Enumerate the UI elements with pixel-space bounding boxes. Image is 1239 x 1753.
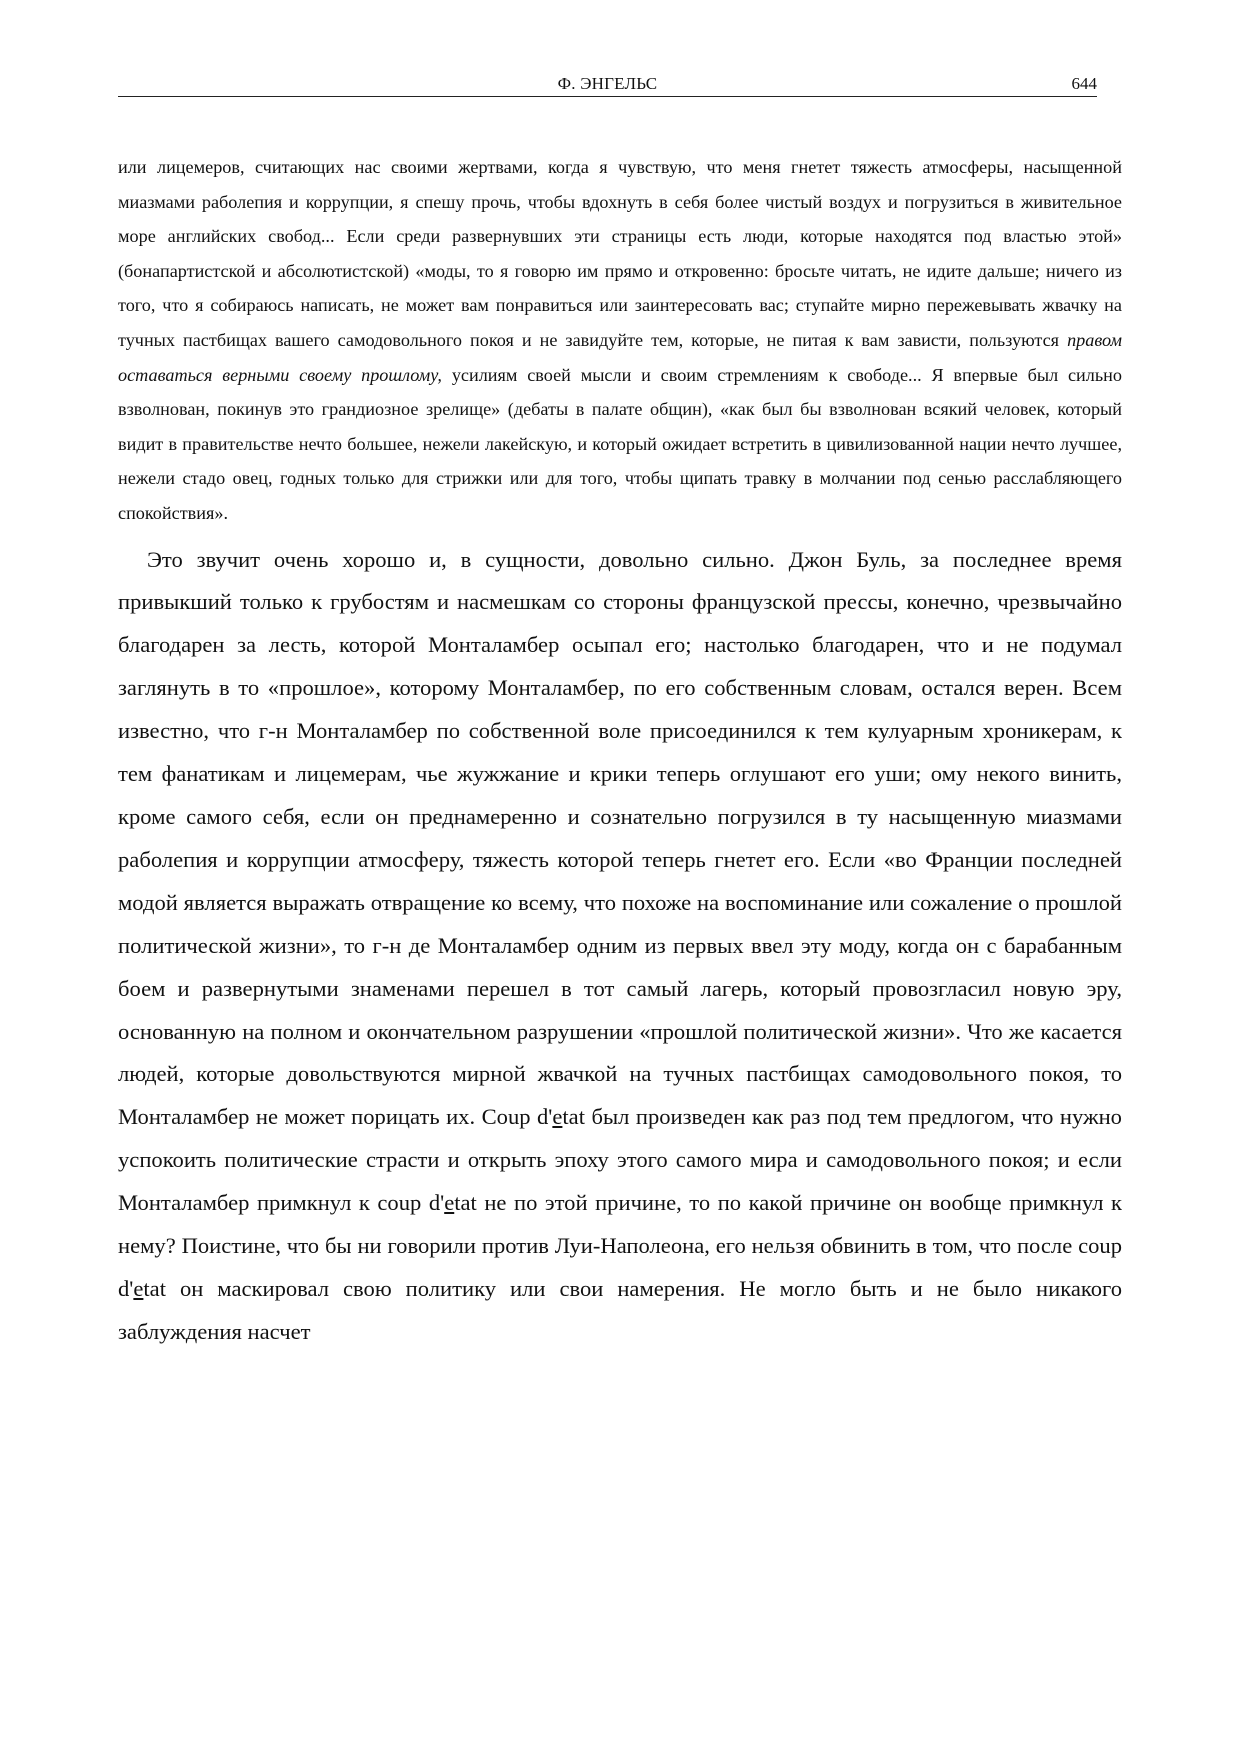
underlined-letter-1: e — [552, 1104, 563, 1130]
quote-text-1: или лицемеров, считающих нас своими жертвами, когда я чувствую, что меня гнетет тяжесть атмосферы, насыщенной миазмами раболепия и коррупции, я спешу прочь, чтобы вдохнуть в себя более чистый воздух и погрузиться в живительное море английских свобод... Если среди развернувших эти страницы есть люди, которые находятся под властью этой» (бонапартистской и абсолютистской) «моды, то я говорю им прямо и откровенно: бросьте читать, не идите дальше; ничего из того, что я собираюсь написать, не может вам понравиться или заинтересовать вас; ступайте мирно пережевывать жвачку на тучных пастбищах вашего самодовольного покоя и не завидуйте тем, которые, не питая к вам зависти, пользуются — [118, 157, 1122, 350]
main-text-4: tat он маскировал свою политику или свои намерения. Не могло быть и не было никакого заблуждения насчет — [118, 1275, 1122, 1344]
main-text-3: tat не по этой причине, то по какой причине он вообще примкнул к нему? Поистине, что бы ни говорили против Луи-Наполеона, его нельзя обвинить в том, что после coup d' — [118, 1190, 1122, 1301]
page-number: 644 — [1071, 74, 1097, 93]
underlined-letter-2: e — [444, 1190, 455, 1216]
running-header — [118, 74, 1097, 97]
header-title: Ф. ЭНГЕЛЬС — [557, 74, 658, 93]
underlined-letter-3: e — [133, 1275, 144, 1301]
main-paragraph — [118, 539, 1122, 1354]
quote-text-2: усилиям своей мысли и своим стремлениям к свободе... Я впервые был сильно взволнован, покинув это грандиозное зрелище» (дебаты в палате общин), «как был бы взволнован всякий человек, который видит в правительстве нечто большее, нежели лакейскую, и который ожидает встретить в цивилизованной нации нечто лучшее, нежели стадо овец, годных только для стрижки или для того, чтобы щипать травку в молчании под сенью расслабляющего спокойствия». — [118, 364, 1122, 523]
main-text-1: Это звучит очень хорошо и, в сущности, довольно сильно. Джон Буль, за последнее время привыкший только к грубостям и насмешкам со стороны французской прессы, конечно, чрезвычайно благодарен за лесть, которой Монталамбер осыпал его; настолько благодарен, что и не подумал заглянуть в то «прошлое», которому Монталамбер, по его собственным словам, остался верен. Всем известно, что г-н Монталамбер по собственной воле присоединился к тем кулуарным хроникерам, к тем фанатикам и лицемерам, чье жужжание и крики теперь оглушают его уши; ому некого винить, кроме самого себя, если он преднамеренно и сознательно погрузился в ту насыщенную миазмами раболепия и коррупции атмосферу, тяжесть которой теперь гнетет его. Если «во Франции последней модой является выражать отвращение ко всему, что похоже на воспоминание или сожаление о прошлой политической жизни», то г-н де Монталамбер одним из первых ввел эту моду, когда он с барабанным боем и развернутыми знаменами перешел в тот самый лагерь, который провозгласил новую эру, основанную на полном и окончательном разрушении «прошлой политической жизни». Что же касается людей, которые довольствуются мирной жвачкой на тучных пастбищах самодовольного покоя, то Монталамбер не может порицать их. Coup d' — [118, 546, 1122, 1130]
page-body — [118, 150, 1122, 1354]
quoted-passage — [118, 150, 1122, 531]
main-text-2: tat был произведен как раз под тем предлогом, что нужно успокоить политические страсти и открыть эпоху этого самого мира и самодовольного покоя; и если Монталамбер примкнул к coup d' — [118, 1104, 1122, 1216]
quote-italic-phrase: правом оставаться верными своему прошлому, — [118, 329, 1123, 385]
